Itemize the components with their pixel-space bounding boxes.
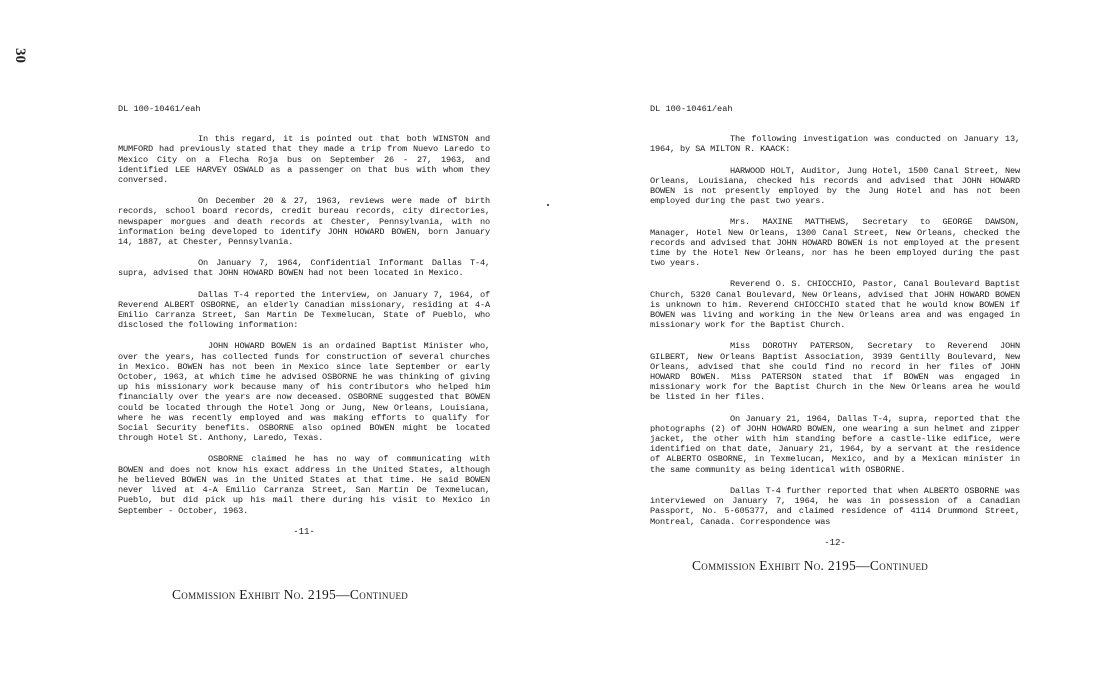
- left-document-page: [118, 104, 490, 537]
- page-number: -12-: [824, 537, 846, 548]
- paragraph: On December 20 & 27, 1963, reviews were made of birth records, school board records, credit bureau records, city directories, newspaper morgues and death records at Chester, Pennsylvania, with no information being developed to identify JOHN HOWARD BOWEN, born January 14, 1887, at Chester, Pennsylvania.: [118, 196, 490, 248]
- paragraph: Miss DOROTHY PATERSON, Secretary to Reverend JOHN GILBERT, New Orleans Baptist Association, 3939 Gentilly Boulevard, New Orleans, advised that she could find no record in her files of JOHN HOWARD BOWEN. Miss PATERSON stated that if BOWEN was engaged in missionary work for the Baptist Church in the New Orleans area he would be listed in her files.: [650, 341, 1020, 403]
- exhibit-caption: Commission Exhibit No. 2195—Continued: [692, 558, 929, 573]
- paragraph: On January 21, 1964, Dallas T-4, supra, reported that the photographs (2) of JOHN HOWARD BOWEN, one wearing a sun helmet and zipper jacket, the other with him standing before a castle-like edifice, were identified on that date, January 21, 1964, by a servant at the residence of ALBERTO OSBORNE, in Texmelucan, Mexico, and by a Mexican minister in the same community as being identical with OSBORNE.: [650, 413, 1020, 475]
- file-reference: DL 100-10461/eah: [118, 104, 201, 114]
- paragraph: Mrs. MAXINE MATTHEWS, Secretary to GEORGE DAWSON, Manager, Hotel New Orleans, 1300 Canal Street, New Orleans, checked the records and advised that JOHN HOWARD BOWEN is not employed at the present time by the Hotel New Orleans, nor has he been employed during the past two years.: [650, 217, 1020, 269]
- side-page-number: 30: [12, 48, 28, 63]
- paragraph: Dallas T-4 reported the interview, on January 7, 1964, of Reverend ALBERT OSBORNE, an elderly Canadian missionary, residing at 4-A Emilio Carranza Street, San Martin De Texmelucan, State of Pueblo, who disclosed the following information:: [118, 289, 490, 331]
- scan-speck: [547, 204, 549, 206]
- file-reference: DL 100-10461/eah: [650, 104, 733, 114]
- paragraph: The following investigation was conducted on January 13, 1964, by SA MILTON R. KAACK:: [650, 134, 1020, 155]
- paragraph: In this regard, it is pointed out that both WINSTON and MUMFORD had previously stated that they made a trip from Nuevo Laredo to Mexico City on a Flecha Roja bus on September 26 - 27, 1963, and identified LEE HARVEY OSWALD as a passenger on that bus with whom they conversed.: [118, 134, 490, 186]
- page-number: -11-: [293, 526, 315, 537]
- paragraph: JOHN HOWARD BOWEN is an ordained Baptist Minister who, over the years, has collected funds for construction of several churches in Mexico. BOWEN has not been in Mexico since late September or early October, 1963, at which time he advised OSBORNE he was thinking of giving up his missionary work because many of his contributors who helped him financially over the years are now deceased. OSBORNE suggested that BOWEN could be located through the Hotel Jong or Jung, New Orleans, Louisiana, where he was recently employed and was making efforts to qualify for Social Security benefits. OSBORNE also opined BOWEN might be located through Hotel St. Anthony, Laredo, Texas.: [118, 341, 490, 444]
- paragraph: HARWOOD HOLT, Auditor, Jung Hotel, 1500 Canal Street, New Orleans, Louisiana, checked his records and advised that JOHN HOWARD BOWEN is not presently employed by the Jung Hotel and has not been employed during the past two years.: [650, 165, 1020, 207]
- paragraph: On January 7, 1964, Confidential Informant Dallas T-4, supra, advised that JOHN HOWARD BOWEN had not been located in Mexico.: [118, 258, 490, 279]
- right-document-page: [650, 104, 1020, 548]
- paragraph: OSBORNE claimed he has no way of communicating with BOWEN and does not know his exact address in the United States, although he believed BOWEN was in the United States at that time. He said BOWEN never lived at 4-A Emilio Carranza Street, San Martin De Texmelucan, Pueblo, but did pick up his mail there during his visit to Mexico in September - October, 1963.: [118, 454, 490, 516]
- exhibit-caption: Commission Exhibit No. 2195—Continued: [172, 587, 409, 602]
- paragraph: Reverend O. S. CHIOCCHIO, Pastor, Canal Boulevard Baptist Church, 5320 Canal Boulevard, New Orleans, advised that JOHN HOWARD BOWEN is unknown to him. Reverend CHIOCCHIO stated that he would know BOWEN if BOWEN was living and working in the New Orleans area and was engaged in missionary work for the Baptist Church.: [650, 279, 1020, 331]
- paragraph: Dallas T-4 further reported that when ALBERTO OSBORNE was interviewed on January 7, 1964, he was in possession of a Canadian Passport, No. 5-605377, and claimed residence of 4114 Drummond Street, Montreal, Canada. Correspondence was: [650, 485, 1020, 527]
